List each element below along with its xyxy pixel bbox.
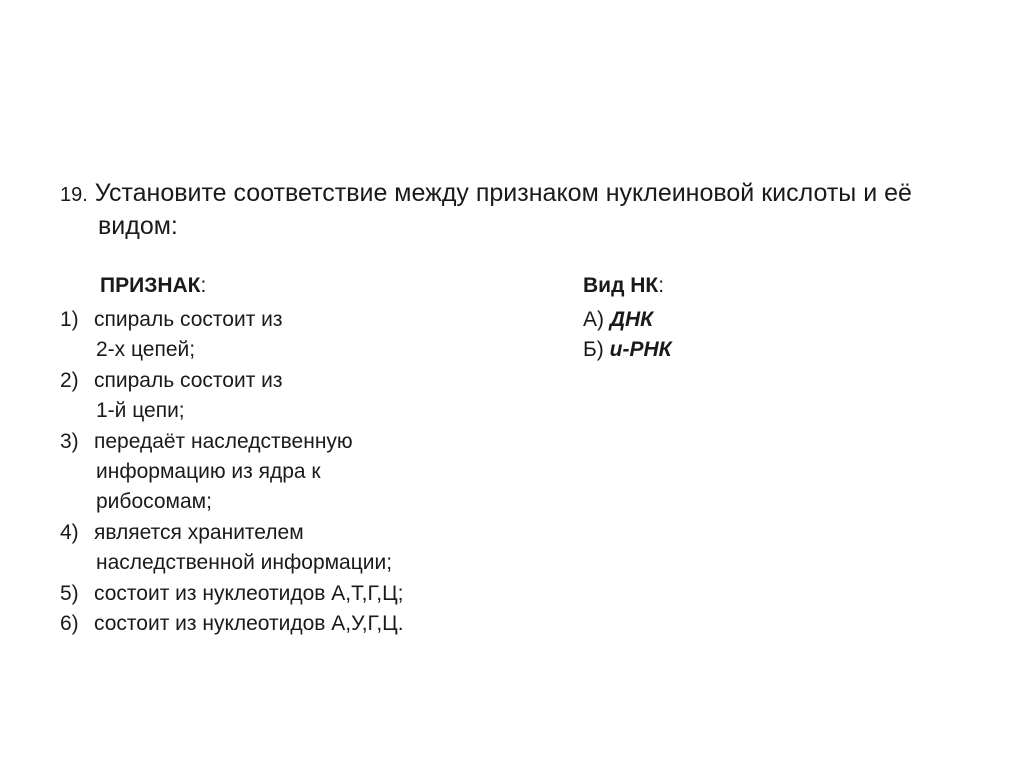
item-text: является хранителем [94, 520, 304, 544]
item-continuation: рибосомам; [96, 490, 212, 514]
item-text: состоит из нуклеотидов А,Т,Г,Ц; [94, 581, 404, 605]
answer-value: и-РНК [609, 338, 672, 362]
list-item [60, 305, 540, 335]
item-number: 6) [60, 611, 79, 635]
item-text: состоит из нуклеотидов А,У,Г,Ц. [94, 611, 404, 635]
feature-list [60, 305, 540, 639]
answer-option-b [583, 335, 672, 365]
item-number: 5) [60, 581, 79, 605]
question-line-1: Установите соответствие между признаком нуклеиновой кислоты и её [94, 179, 912, 207]
answer-letter: Б) [583, 338, 604, 362]
list-item [60, 609, 540, 639]
item-number: 2) [60, 368, 79, 392]
item-continuation: 1-й цепи; [96, 399, 185, 423]
left-header-label: ПРИЗНАК [100, 274, 201, 297]
right-header-label: Вид НК [583, 274, 659, 297]
answer-option-a [583, 305, 672, 335]
question-number: 19. [60, 184, 88, 206]
answer-list [583, 305, 672, 366]
item-text: передаёт наследственную [94, 429, 353, 453]
item-number: 3) [60, 429, 79, 453]
item-text: спираль состоит из [94, 368, 283, 392]
left-header-colon: : [200, 274, 207, 297]
item-number: 4) [60, 520, 79, 544]
list-item [60, 366, 540, 396]
answer-value: ДНК [609, 308, 654, 331]
item-continuation: 2-х цепей; [96, 338, 196, 362]
item-continuation: информацию из ядра к [96, 459, 321, 483]
list-item [60, 579, 540, 609]
right-header-colon: : [658, 274, 665, 297]
right-column-header [583, 272, 664, 300]
item-number: 1) [60, 308, 79, 331]
question-text [60, 178, 980, 242]
answer-letter: А) [583, 308, 604, 331]
list-item [60, 518, 540, 548]
left-column-header [100, 272, 206, 300]
item-text: спираль состоит из [94, 308, 283, 331]
item-continuation: наследственной информации; [96, 551, 393, 575]
list-item [60, 427, 540, 457]
question-line-2: видом: [98, 212, 178, 240]
